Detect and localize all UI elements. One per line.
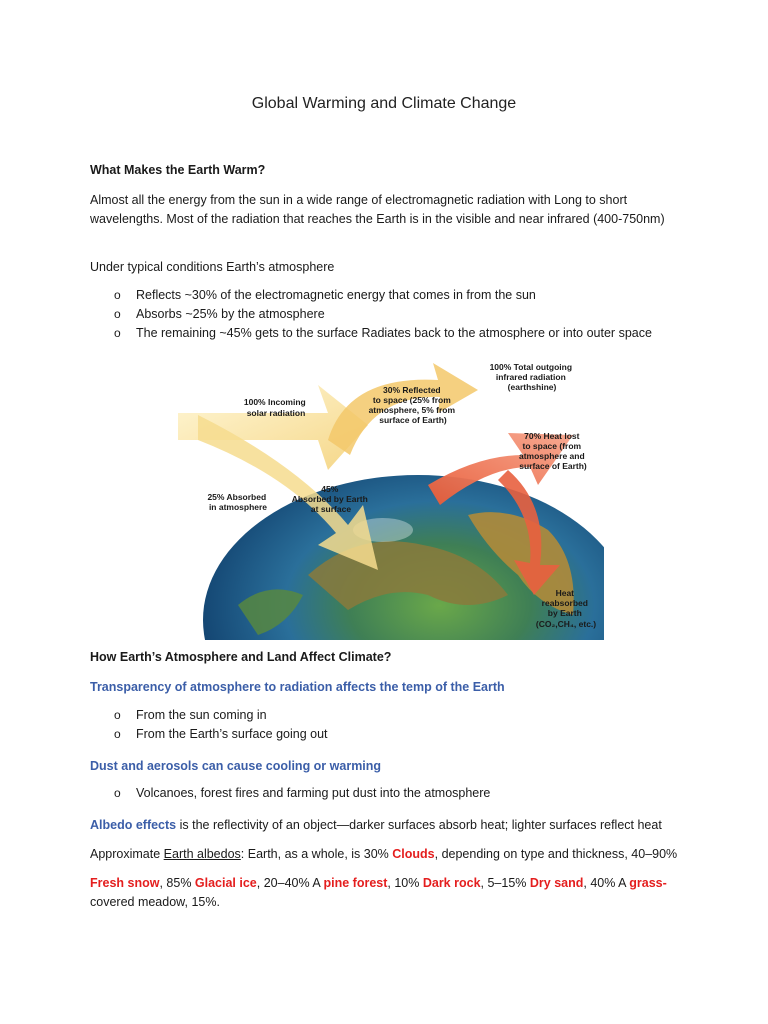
label-line: 25% Absorbed [207,492,267,502]
section-heading-earth-warm: What Makes the Earth Warm? [90,163,266,177]
list-item [114,727,328,741]
label-outgoing [490,362,575,392]
fresh-snow-term: Fresh snow [90,876,160,890]
clouds-term: Clouds [392,847,435,861]
paragraph-atmosphere-intro: Under typical conditions Earth’s atmosphere [90,260,335,274]
albedo-value-text: , 10% [387,876,423,890]
label-line: (earthshine) [507,382,557,392]
list-item [114,307,325,321]
label-line: to space (25% from [372,395,451,405]
label-heat-lost [519,431,587,471]
label-line: 45% [321,484,339,494]
label-line: (CO₂,CH₄, etc.) [535,619,597,629]
label-line: surface of Earth) [379,415,447,425]
albedo-value-text: covered meadow, 15%. [90,895,220,909]
label-line: Absorbed by Earth [291,494,368,504]
label-incoming [244,397,308,418]
label-line: surface of Earth) [519,461,587,471]
bullet-marker: o [114,708,121,722]
list-item [114,786,490,800]
paragraph-approx-albedos [90,845,690,864]
list-item-text: From the sun coming in [136,708,267,722]
bullet-marker: o [114,307,121,321]
label-line: atmosphere, 5% from [368,405,456,415]
approx-text: : Earth, as a whole, is 30% [240,847,393,861]
glacial-ice-term: Glacial ice [194,876,257,890]
label-line: in atmosphere [208,502,268,512]
subheading-dust-aerosols: Dust and aerosols can cause cooling or warming [90,759,382,773]
label-line: by Earth [547,608,582,618]
label-line: solar radiation [246,408,306,418]
approx-text: , depending on type and thickness, 40–90% [434,847,678,861]
albedo-text: is the reflectivity of an object—darker surfaces absorb heat; lighter surfaces reflect heat [176,818,662,832]
label-line: 100% Total outgoing [489,362,573,372]
bullet-marker: o [114,727,121,741]
list-item [114,708,267,722]
label-line: atmosphere and [518,451,585,461]
section-heading-atmosphere-land: How Earth’s Atmosphere and Land Affect Climate? [90,650,392,664]
label-line: 100% Incoming [243,397,306,407]
albedo-value-text: , 40% A [583,876,630,890]
dry-sand-term: Dry sand [529,876,584,890]
label-line: at surface [310,504,352,514]
grass-term: grass- [629,876,667,890]
label-line: 70% Heat lost [524,431,580,441]
bullet-marker: o [114,288,121,302]
label-line: Heat [555,588,575,598]
earth-energy-balance-figure [178,355,604,640]
albedo-value-text: , 85% [159,876,195,890]
paragraph-surface-albedos [90,874,690,912]
label-line: 30% Reflected [382,385,441,395]
bullet-marker: o [114,786,121,800]
list-item-text: Volcanoes, forest fires and farming put dust into the atmosphere [136,786,491,800]
list-item [114,326,652,340]
paragraph-albedo [90,816,690,835]
subheading-transparency: Transparency of atmosphere to radiation affects the temp of the Earth [90,680,505,694]
list-item-text: From the Earth’s surface going out [136,727,328,741]
dark-rock-term: Dark rock [422,876,481,890]
document-title: Global Warming and Climate Change [251,95,517,112]
list-item-text: Reflects ~30% of the electromagnetic energy that comes in from the sun [136,288,536,302]
list-item-text: Absorbs ~25% by the atmosphere [136,307,325,321]
label-line: reabsorbed [541,598,588,608]
list-item-text: The remaining ~45% gets to the surface Radiates back to the atmosphere or into outer space [136,326,652,340]
bullet-marker: o [114,326,121,340]
albedo-value-text: , 5–15% [480,876,530,890]
albedo-value-text: , 20–40% A [256,876,324,890]
list-item [114,288,536,302]
earth-albedos-link[interactable]: Earth albedos [163,847,241,861]
albedo-term: Albedo effects [90,818,177,832]
label-line: to space (from [522,441,582,451]
paragraph-sun-energy: Almost all the energy from the sun in a wide range of electromagnetic radiation with Long to short wavelengths. Most of the radiation that reaches the Earth is in the visible and near infrared (400-750nm) [90,193,665,226]
label-line: infrared radiation [495,372,566,382]
label-absorbed-atmosphere [207,492,268,512]
pine-forest-term: pine forest [323,876,388,890]
approx-text: Approximate [90,847,164,861]
